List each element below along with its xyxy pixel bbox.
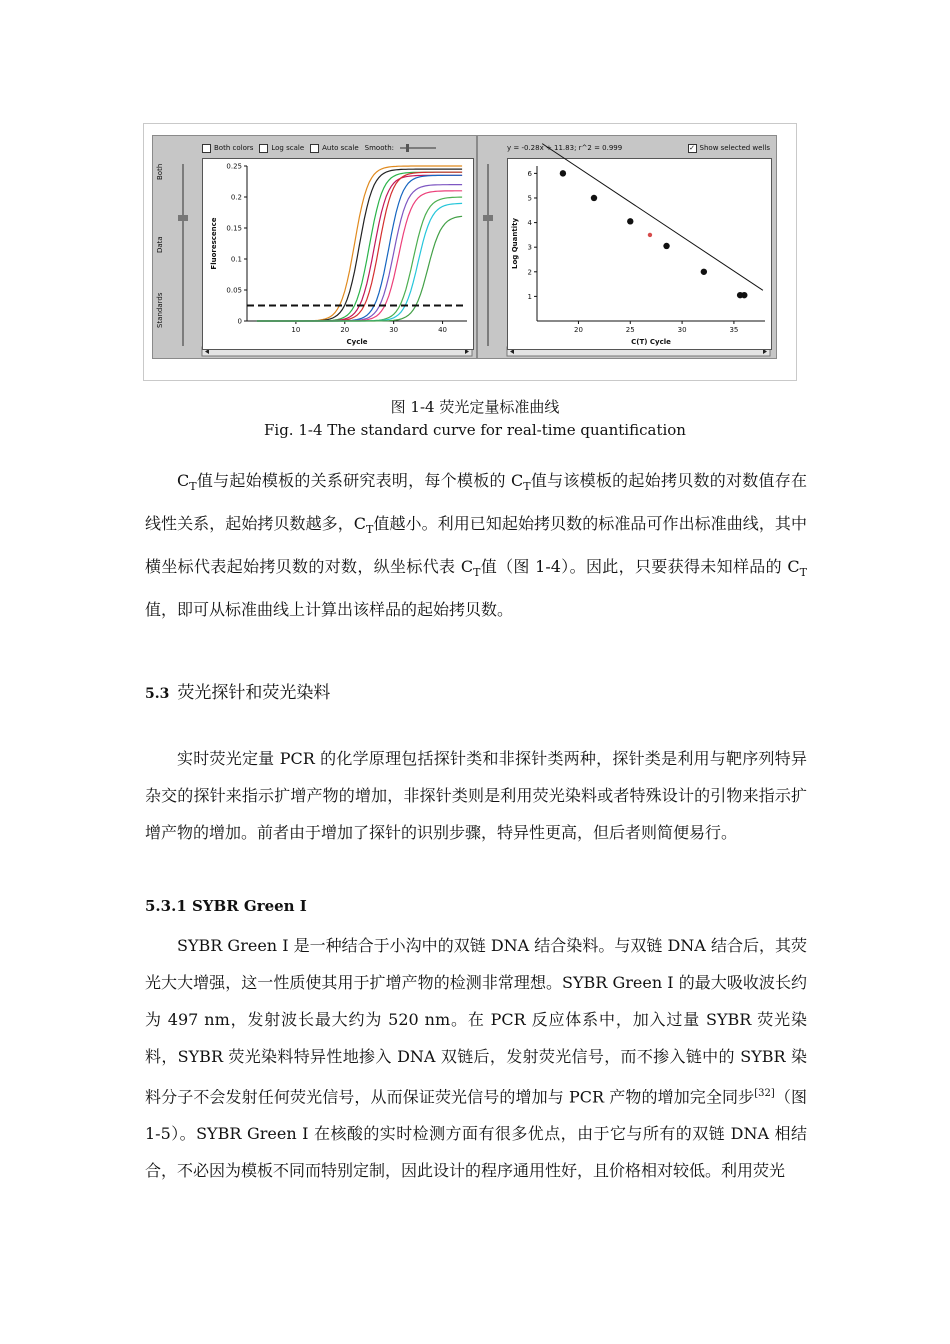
ct-symbol: C [177,471,190,490]
x-tick-label: 35 [729,326,739,334]
section-number: 5.3 [145,686,170,702]
amplification-curve-4 [257,175,462,321]
x-tick-label: 40 [438,326,448,334]
y-tick-label: 6 [527,169,532,178]
y-axis-label: Log Quantity [511,217,519,270]
standard-point-6 [701,269,707,275]
subsection-heading: 5.3.1 SYBR Green I [145,897,307,915]
standard-point-8 [741,292,747,298]
section-heading [145,678,330,703]
fit-equation: y = -0.28x + 11.83; r^2 = 0.999 [507,144,623,152]
standard-point-1 [560,170,566,176]
tab-standards[interactable]: Standards [156,292,164,328]
smooth-slider[interactable] [400,144,436,152]
standard-point-3 [627,218,633,224]
section-title: 荧光探针和荧光染料 [177,683,331,703]
x-tick-label: 10 [291,326,301,334]
x-tick-label: 30 [389,326,399,334]
paragraph-chemistry: 实时荧光定量 PCR 的化学原理包括探针类和非探针类两种，探针类是利用与靶序列特异杂交的探针来指示扩增产物的增加，非探针类则是利用荧光染料或者特殊设计的引物来指示扩增产物的增加。前者由于增加了探针的识别步骤，特异性更高，但后者则简便易行。 [145,749,807,842]
left-vertical-slider[interactable] [176,160,190,350]
smooth-label: Smooth: [364,144,395,152]
y-tick-label: 0 [237,317,242,326]
y-axis-label: Fluorescence [210,217,218,270]
y-tick-label: 2 [527,268,532,277]
figure-caption-english: Fig. 1-4 The standard curve for real-time quantification [264,421,686,439]
standard-curve-chart [507,158,770,348]
x-tick-label: 20 [340,326,350,334]
y-tick-label: 0.2 [230,193,242,202]
y-tick-label: 5 [527,194,532,203]
x-tick-label: 25 [625,326,635,334]
amplification-chart [202,158,472,348]
y-tick-label: 0.25 [226,162,242,171]
right-vertical-slider[interactable] [481,160,495,350]
log-scale-checkbox[interactable]: Log scale [259,144,304,153]
amplification-curve-6 [257,175,462,321]
standard-point-4 [648,233,652,237]
paragraph-ct-relationship: $C_T$值与起始模板的关系研究表明，每个模板的 $C_T$值与该模板的起始拷贝数的对数值存在线性关系，起始拷贝数越多，$C_T$值越小。利用已知起始拷贝数的标准品可作出标准曲线，其中横坐标代表起始拷贝数的对数，纵坐标代表 $C_T$值（图 1-4）。因此，只要获得未知样品的 $C_T$值，即可从标准曲线上计算出该样品的起始拷贝数。 [145,471,807,619]
both-colors-checkbox[interactable]: Both colors [202,144,253,153]
x-tick-label: 20 [573,326,583,334]
x-axis-label: C(T) Cycle [631,338,671,346]
auto-scale-checkbox[interactable]: Auto scale [310,144,359,153]
x-tick-label: 30 [677,326,687,334]
y-tick-label: 3 [527,243,532,252]
y-tick-label: 0.15 [226,224,242,233]
paragraph-sybr-green: SYBR Green I 是一种结合于小沟中的双链 DNA 结合染料。与双链 DNA 结合后，其荧光大大增强，这一性质使其用于扩增产物的检测非常理想。SYBR Green I 的最大吸收波长约为 497 nm，发射波长最大约为 520 nm。在 PCR 反应体系中，加入过量 SYBR 荧光染料，SYBR 荧光染料特异性地掺入 DNA 双链后，发射荧光信号，而不掺入链中的 SYBR 染料分子不会发射任何荧光信号，从而保证荧光信号的增加与 PCR 产物的增加完全同步[32]（图 1-5）。SYBR Green I 在核酸的实时检测方面有很多优点，由于它与所有的双链 DNA 相结合，不必因为模板不同而特别定制，因此设计的程序通用性好，且价格相对较低。利用荧光 [145,936,807,1181]
citation-ref: [32] [754,1088,775,1099]
amplification-curve-10 [257,203,462,321]
y-tick-label: 0.1 [230,255,242,264]
tab-data[interactable]: Data [156,236,164,253]
tab-both[interactable]: Both [156,163,164,180]
x-axis-label: Cycle [346,338,368,346]
figure-caption-chinese: 图 1-4 荧光定量标准曲线 [390,398,560,416]
show-selected-wells-checkbox[interactable]: ✓ Show selected wells [689,143,770,152]
left-toolbar [202,139,436,157]
y-tick-label: 0.05 [226,286,242,295]
y-tick-label: 1 [527,292,532,301]
y-tick-label: 4 [527,219,532,228]
fit-line [542,144,763,291]
right-toolbar [507,139,770,157]
standard-point-5 [663,243,669,249]
standard-point-2 [591,195,597,201]
